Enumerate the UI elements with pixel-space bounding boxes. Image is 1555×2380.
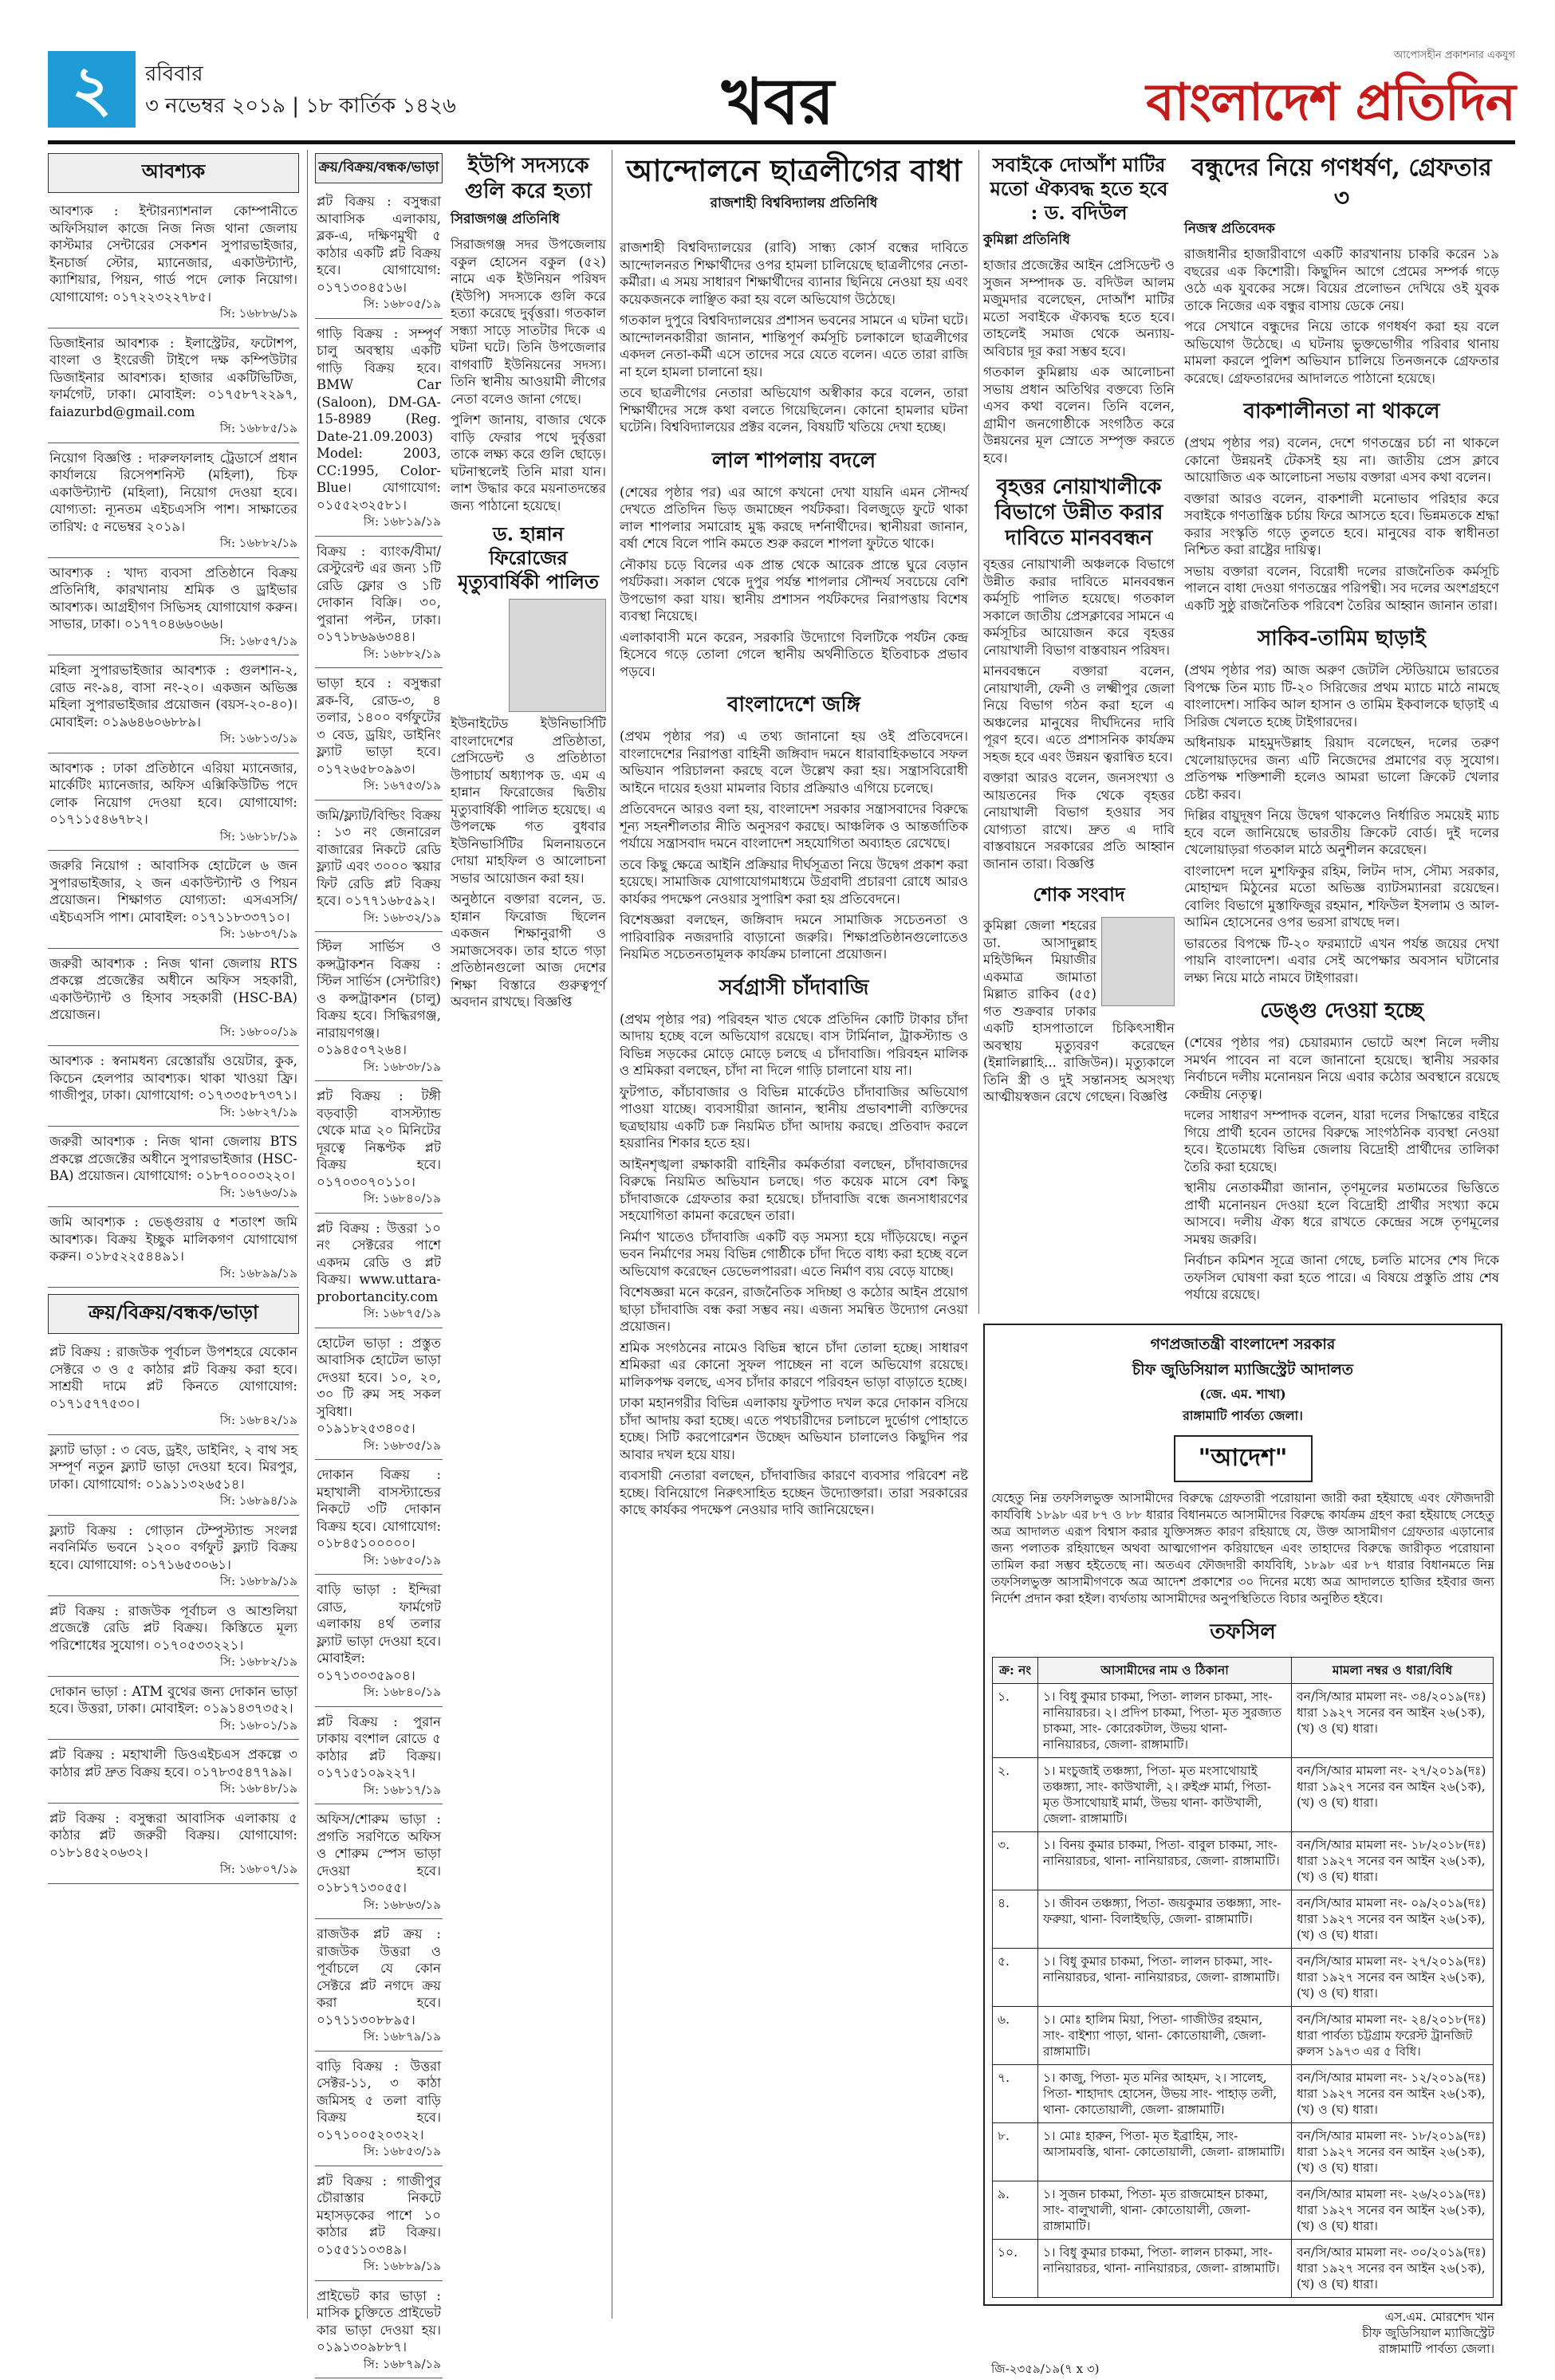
- article-paragraph: (প্রথম পৃষ্ঠার পর) পরিবহন খাত থেকে প্রতিদিন কোটি টাকার চাঁদা আদায় হচ্ছে বলে অভিযোগ রয়েছে। বাস টার্মিনাল, ট্রাকস্ট্যান্ড ও বিভিন্ন সড়কের মোড়ে মোড়ে চলছে এ চাঁদাবাজি। পরিবহন মালিক ও শ্রমিকরা বলছেন, চাঁদা না দিলে গাড়ি চালানো যায় না।: [620, 1011, 968, 1078]
- table-cell-case: বন/সি/আর মামলা নং- ২৬/২০১৯(দঃ) ধারা ১৯২৭ সনের বন আইন ২৬(১ক), (খ) ও (ঘ) ধারা।: [1292, 2181, 1494, 2240]
- article-paragraph: প্রতিবেদনে আরও বলা হয়, বাংলাদেশ সরকার সন্ত্রাসবাদের বিরুদ্ধে শূন্য সহনশীলতার নীতি অনুসরণ করছে। আঞ্চলিক ও আন্তর্জাতিক পর্যায়ে সন্ত্রাসবাদ দমনে বাংলাদেশ সহযোগিতা অব্যাহত রেখেছে।: [620, 801, 968, 851]
- newspaper-logo: বাংলাদেশ প্রতিদিন: [1146, 73, 1515, 132]
- classified-ad: [315, 1332, 443, 1461]
- ad-code: সি: ১৬৮৮৫/১৯: [219, 421, 297, 435]
- article-headline: বন্ধুদের নিয়ে গণধর্ষণ, গ্রেফতার ৩: [1191, 154, 1492, 212]
- signatory-name: এস.এম. মোরশেদ খান: [1384, 2310, 1494, 2324]
- ad-code: সি: ১৬৮৭৯/১৯: [363, 2029, 441, 2044]
- ad-code: সি: ১৬৮২৭/১৯: [219, 1104, 297, 1119]
- ad-code: সি: ১৬৮৩৫/১৯: [363, 1438, 441, 1453]
- ad-code: সি: ১৬৮৮২/১৯: [363, 646, 441, 661]
- ad-text: প্লট বিক্রয় : বসুন্ধরা আবাসিক এলাকায়, ব্লক-এ, দক্ষিণমুখী ৫ কাঠার একটি প্লট বিক্রয় হবে। যোগাযোগ: ০১৭১৩০৪৫১৬।: [317, 194, 441, 295]
- classified-ad: [315, 804, 443, 933]
- table-cell-case: বন/সি/আর মামলা নং- ২৭/২০১৯(দঃ) ধারা ১৯২৭ সনের বন আইন ২৬(১ক), (খ) ও (ঘ) ধারা।: [1292, 1949, 1494, 2007]
- article-paragraph: তবে ছাত্রলীগের নেতারা অভিযোগ অস্বীকার করে বলেন, তারা শিক্ষার্থীদের সঙ্গে কথা বলতে গিয়েছিলেন। কোনো হামলার ঘটনা ঘটেনি। বিশ্ববিদ্যালয়ের প্রক্টর বলেন, বিষয়টি খতিয়ে দেখা হচ্ছে।: [620, 385, 968, 435]
- table-cell-name: ১। সুজন চাকমা, পিতা- মৃত রাজমোহন চাকমা, সাং- বালুখালী, থানা- কোতোয়ালী, জেলা- রাঙ্গামাটি।: [1038, 2181, 1292, 2240]
- article-paragraph: বিশেষজ্ঞরা মনে করেন, রাজনৈতিক সদিচ্ছা ও কঠোর আইন প্রয়োগ ছাড়া চাঁদাবাজি বন্ধ করা সম্ভব নয়। এজন্য সমন্বিত উদ্যোগ নেওয়া প্রয়োজন।: [620, 1284, 968, 1334]
- article-paragraph: বক্তারা আরও বলেন, জনসংখ্যা ও আয়তনের দিক থেকে বৃহত্তর নোয়াখালী বিভাগ হওয়ার সব যোগ্যতা রাখে। দ্রুত এ দাবি বাস্তবায়নে সরকারের প্রতি আহ্বান জানান তারা। বিজ্ঞপ্তি: [983, 770, 1175, 871]
- ad-code: সি: ১৬৮০৭/১৯: [219, 1862, 297, 1876]
- classified-ad: [315, 1578, 443, 1707]
- classified-ad: [315, 2284, 443, 2379]
- article-paragraph: রাজশাহী বিশ্ববিদ্যালয়ের (রাবি) সান্ধ্য কোর্স বন্ধের দাবিতে আন্দোলনরত শিক্ষার্থীদের ওপর হামলা চালিয়েছে ছাত্রলীগের নেতা-কর্মীরা। এ সময় সাধারণ শিক্ষার্থীদের ব্যানার ছিনিয়ে নেওয়া হয় এবং কয়েকজনকে লাঞ্ছিত করা হয় বলে অভিযোগ উঠেছে।: [620, 240, 968, 307]
- table-row: [993, 2065, 1494, 2123]
- table-header: মামলা নম্বর ও ধারা/বিধি: [1292, 1658, 1494, 1684]
- ad-code: সি: ১৬৭৬৩/১৯: [219, 1185, 297, 1200]
- article-paragraph: নির্মাণ খাতেও চাঁদাবাজি একটি বড় সমস্যা হয়ে দাঁড়িয়েছে। নতুন ভবন নির্মাণের সময় বিভিন্ন গোষ্ঠীকে চাঁদা দিতে বাধ্য করা হচ্ছে বলে অভিযোগ করেছেন ডেভেলপাররা। এতে নির্মাণ ব্যয় বেড়ে যাচ্ছে।: [620, 1229, 968, 1279]
- table-cell-name: ১। মংচুজাই তঞ্চঙ্গ্যা, পিতা- মৃত মংসাথোয়াই তঞ্চঙ্গ্যা, সাং- কাউখালী, ২। রুইপ্রু মার্মা, পিতা- মৃত উসাথোয়াই মার্মা, উভয় থানা- কাউখালী, জেলা- রাঙ্গামাটি।: [1038, 1758, 1292, 1832]
- table-row: [993, 1949, 1494, 2007]
- ad-code: সি: ১৬৮৮৬/১৯: [219, 306, 297, 321]
- ad-text: জমি/ফ্ল্যাট/বিল্ডিং বিক্রয় : ১৩ নং জেনারেল বাজারের নিকটে রেডি ফ্ল্যাট এবং ৩০০০ স্কয়ার ফিট রেডি প্লট বিক্রয় হবে। ০১৭৭১৬৮৫৯২।: [317, 807, 441, 908]
- table-cell-no: ১.: [993, 1684, 1038, 1758]
- classified-ad: [315, 1808, 443, 1919]
- ad-text: জরুরি নিয়োগ : আবাসিক হোটেলে ৬ জন সুপারভাইজার, ২ জন একাউন্ট্যান্ট ও পিয়ন প্রয়োজন। শিক্ষাগত যোগ্যতা: এসএসসি/এইচএসসি পাশ। মোবাইল: ০১৭১১৮৩৩৭১০।: [49, 858, 297, 925]
- classified-ad: [48, 561, 299, 656]
- article-paragraph: ব্যবসায়ী নেতারা বলছেন, চাঁদাবাজির কারণে ব্যবসার পরিবেশ নষ্ট হচ্ছে। বিনিয়োগে নিরুৎসাহিত হচ্ছেন উদ্যোক্তারা। তারা সরকারের কাছে কার্যকর পদক্ষেপ নেওয়ার দাবি জানিয়েছেন।: [620, 1468, 968, 1517]
- ad-text: আবশ্যক : স্বনামধন্য রেস্তোরাঁয় ওয়েটার, কুক, কিচেন হেলপার আবশ্যক। থাকা খাওয়া ফ্রি। গাজীপুর, ঢাকা। যোগাযোগ: ০১৭৩৩৫৮৭৩৭১।: [49, 1053, 297, 1103]
- classified-ad: [315, 540, 443, 669]
- notice-code: জি-২৩৫৯/১৯(৭ x ৩): [991, 2362, 1100, 2376]
- table-row: [993, 2240, 1494, 2298]
- classified-ad: [48, 199, 299, 328]
- table-row: [993, 2007, 1494, 2065]
- ad-text: আবশ্যক : ঢাকা প্রতিষ্ঠানে এরিয়া ম্যানেজার, মার্কেটিং ম্যানেজার, অফিস এক্সিকিউটিভ পদে লোক নিয়োগ দেওয়া হবে। যোগাযোগ: ০১৭১১৫৪৬৭৮২।: [49, 760, 297, 827]
- article-column-right: [1184, 153, 1499, 1317]
- ad-text: অফিস/শোরুম ভাড়া : প্রগতি সরণিতে অফিস ও শোরুম স্পেস ভাড়া দেওয়া হবে। ০১৮১৭১৩০৫৫।: [317, 1812, 441, 1895]
- table-row: [993, 1832, 1494, 1890]
- subheading: সর্বগ্রাসী চাঁদাবাজি: [718, 975, 869, 1000]
- ad-text: বাড়ি বিক্রয় : উত্তরা সেক্টর-১১, ৩ কাঠা জমিসহ ৫ তলা বাড়ি বিক্রয় হবে। ০১৭১০০৫২০৩২২।: [317, 2058, 441, 2142]
- table-cell-case: বন/সি/আর মামলা নং- ৩০/২০১৯(দঃ) ধারা ১৯২৭ সনের বন আইন ২৬(১ক), (খ) ও (ঘ) ধারা।: [1292, 2240, 1494, 2298]
- order-body: যেহেতু নিম্ন তফসিলভুক্ত আসামীদের বিরুদ্ধে গ্রেফতারী পরোয়ানা জারী করা হইয়াছে এবং ফৌজদারী কার্যবিধি ১৮৯৮ এর ৮৭ ও ৮৮ ধারার বিধানমতে আসামীদের বিরুদ্ধে কার্যক্রম গ্রহণ করা হইয়াছে সেহেতু অত্র আদালত এরূপ বিশ্বাস করার যুক্তিসঙ্গত কারণ রহিয়াছে যে, উক্ত আসামীগণ গ্রেফতার এড়ানোর জন্য পলাতক রহিয়াছেন অথবা আত্মগোপন করিয়াছেন এবং তাহাদের বিরুদ্ধে জারীকৃত পরোয়ানা তামিল করা সম্ভব হইতেছে না। অতএব ফৌজদারী কার্যবিধি, ১৮৯৮ এর ৮৭ ধারার বিধানমতে নিম্ন তফসিলভুক্ত আসামীগণকে অত্র আদেশ প্রকাশের ৩০ দিনের মধ্যে অত্র আদালতে হাজির হইবার জন্য নির্দেশ প্রদান করা হইল। ব্যর্থতায় আসামীদের অনুপস্থিতিতে বিচার অনুষ্ঠিত হইবে।: [991, 1491, 1494, 1606]
- section-title: খবর: [722, 64, 835, 139]
- table-cell-name: ১। বিনয় কুমার চাকমা, পিতা- বাবুল চাকমা, সাং- নানিয়ারচর, থানা- নানিয়ারচর, জেলা- রাঙ্গামাটি।: [1038, 1832, 1292, 1890]
- ad-text: প্লট বিক্রয় : পুরান ঢাকায় বংশাল রোডে ৫ কাঠার প্লট বিক্রয়। ০১৭১৫১০৯২২৭।: [317, 1713, 441, 1780]
- order-title: "আদেশ": [1174, 1435, 1313, 1482]
- article-paragraph: (শেষের পৃষ্ঠার পর) এর আগে কখনো দেখা যায়নি এমন সৌন্দর্য দেখতে প্রতিদিন ভিড় জমাচ্ছেন পর্যটকরা। বিলজুড়ে ফুটে থাকা লাল শাপলার সমারোহ মুগ্ধ করছে দর্শনার্থীদের। স্থানীয়রা জানান, বর্ষা শেষে বিলে পানি কমতে শুরু করলে শাপলা ফুটতে থাকে।: [620, 484, 968, 551]
- article-paragraph: অনুষ্ঠানে বক্তারা বলেন, ড. হান্নান ফিরোজ ছিলেন একজন শিক্ষানুরাগী ও সমাজসেবক। তার হাতে গড়া প্রতিষ্ঠানগুলো আজ দেশের শিক্ষা বিস্তারে গুরুত্বপূর্ণ অবদান রাখছে। বিজ্ঞপ্তি: [451, 891, 606, 1009]
- signatory-title: চীফ জুডিসিয়াল ম্যাজিস্ট্রেট: [1362, 2326, 1494, 2340]
- ad-code: সি: ১৬৮৪৮/১৯: [219, 1781, 297, 1796]
- ad-code: সি: ১৬৭৫৩/১৯: [363, 778, 441, 793]
- classified-ad: [48, 854, 299, 949]
- notice-line: (জে. এম. শাখা): [1199, 1387, 1286, 1402]
- article-paragraph: বাংলাদেশ দলে মুশফিকুর রহিম, লিটন দাস, সৌম্য সরকার, মোহাম্মদ মিঠুনের মতো অভিজ্ঞ ব্যাটসম্যানরা রয়েছেন। বোলিং বিভাগে মুস্তাফিজুর রহমান, শফিউল ইসলাম ও আল-আমিন হোসেনের ওপর ভরসা রাখছে দল।: [1184, 863, 1499, 930]
- article-paragraph: সভায় বক্তারা বলেন, বিরোধী দলের রাজনৈতিক কর্মসূচি পালনে বাধা দেওয়া গণতন্ত্রের পরিপন্থী। সব দলের অংশগ্রহণে একটি সুষ্ঠু রাজনৈতিক পরিবেশ তৈরির আহ্বান জানান তারা।: [1184, 563, 1499, 613]
- article-byline: নিজস্ব প্রতিবেদক: [1184, 221, 1275, 237]
- ad-text: প্লট বিক্রয় : মহাখালী ডিওএইচএস প্রকল্পে ৩ কাঠার প্লট দ্রুত বিক্রয় হবে। ০১৭৮৩৫৪৭৭৯৯।: [49, 1747, 297, 1780]
- column-divider: [978, 150, 979, 1314]
- ad-code: সি: ১৬৮১৮/১৯: [219, 828, 297, 844]
- table-row: [993, 1684, 1494, 1758]
- article-paragraph: গতকাল দুপুরে বিশ্ববিদ্যালয়ের প্রশাসন ভবনের সামনে এ ঘটনা ঘটে। আন্দোলনকারীরা জানান, শান্তিপূর্ণ কর্মসূচি চলাকালে ছাত্রলীগের একদল নেতা-কর্মী এসে তাদের সরে যেতে বলেন। এতে তারা রাজি না হলে হামলা চালানো হয়।: [620, 313, 968, 380]
- subheading: বাংলাদেশে জঙ্গি: [726, 693, 861, 717]
- notice-line: গণপ্রজাতন্ত্রী বাংলাদেশ সরকার: [1150, 1336, 1336, 1353]
- notice-line: চীফ জুডিসিয়াল ম্যাজিস্ট্রেট আদালত: [1132, 1361, 1354, 1379]
- table-cell-no: ১০.: [993, 2240, 1038, 2298]
- classified-ad: [315, 671, 443, 801]
- article-paragraph: (প্রথম পৃষ্ঠার পর) এ তথ্য জানানো হয় ওই প্রতিবেদনে। বাংলাদেশের নিরাপত্তা বাহিনী জঙ্গিবাদ দমনে ধারাবাহিকভাবে সফল অভিযান পরিচালনা করছে বলে উল্লেখ করা হয়। সন্ত্রাসবিরোধী আইনে দায়ের হওয়া মামলার বিচার প্রক্রিয়াও এগিয়ে চলেছে।: [620, 729, 968, 796]
- classified-category: আবশ্যক: [48, 153, 299, 193]
- ad-text: বিক্রয় : ব্যাংক/বীমা/রেস্টুরেন্ট এর জন্য ১টি রেডি ফ্লোর ও ১টি দোকান বিক্রি। ৩০, পুরানা পল্টন, ঢাকা। ০১৭১৮৬৯৬৩৪৪।: [317, 543, 441, 644]
- table-row: [993, 2123, 1494, 2181]
- ad-code: সি: ১৬৮৫৩/১৯: [363, 2144, 441, 2158]
- portrait-photo: [509, 599, 606, 712]
- ad-text: প্লট বিক্রয় : বসুন্ধরা আবাসিক এলাকায় ৫ কাঠার প্লট জরুরী বিক্রয়। যোগাযোগ: ০১৮১৪৫২০৬৩২।: [49, 1810, 297, 1860]
- table-cell-name: ১। জীবন তঞ্চঙ্গ্যা, পিতা- জয়কুমার তঞ্চঙ্গ্যা, সাং- ফরুয়া, থানা- বিলাইছড়ি, জেলা- রাঙ্গামাটি।: [1038, 1890, 1292, 1949]
- table-cell-case: বন/সি/আর মামলা নং- ৩৪/২০১৯(দঃ) ধারা ১৯২৭ সনের বন আইন ২৬(১ক), (খ) ও (ঘ) ধারা।: [1292, 1684, 1494, 1758]
- article-byline: সিরাজগঞ্জ প্রতিনিধি: [451, 211, 560, 227]
- ad-code: সি: ১৬৮৭৫/১৯: [363, 1306, 441, 1320]
- signatory-place: রাঙ্গামাটি পার্বত্য জেলা।: [1378, 2342, 1494, 2356]
- article-paragraph: ভারতের বিপক্ষে টি-২০ ফরম্যাটে এখন পর্যন্ত জয়ের দেখা পায়নি বাংলাদেশ। এবার সেই অপেক্ষার অবসান ঘটানোর লক্ষ্য নিয়ে মাঠে নামবে টাইগাররা।: [1184, 935, 1499, 985]
- article-paragraph: (প্রথম পৃষ্ঠার পর) আজ অরুণ জেটলি স্টেডিয়ামে ভারতের বিপক্ষে তিন ম্যাচ টি-২০ সিরিজের প্রথম ম্যাচে মাঠে নামছে বাংলাদেশ। সাকিব আল হাসান ও তামিম ইকবালকে ছাড়াই এ সিরিজ খেলতে হচ্ছে টাইগারদের।: [1184, 663, 1499, 730]
- ad-code: সি: ১৬৮৫৭/১৯: [219, 633, 297, 648]
- table-cell-case: বন/সি/আর মামলা নং- ১৮/২০১৮(দঃ) ধারা ১৯২৭ সনের বন আইন ২৬(১ক), (খ) ও (ঘ) ধারা।: [1292, 1832, 1494, 1890]
- classified-ad: [48, 1807, 299, 1884]
- table-cell-no: ৭.: [993, 2065, 1038, 2123]
- article-paragraph: পুলিশ জানায়, বাজার থেকে বাড়ি ফেরার পথে দুর্বৃত্তরা তাকে লক্ষ্য করে গুলি ছোড়ে। ঘটনাস্থলেই তিনি মারা যান। লাশ উদ্ধার করে ময়নাতদন্তের জন্য পাঠানো হয়েছে।: [451, 412, 606, 513]
- ad-code: সি: ১৬৮৮৯/১৯: [219, 1574, 297, 1588]
- header-rule: [48, 140, 1515, 144]
- classifieds-column-2: [315, 153, 443, 2371]
- article-paragraph: ইউনাইটেড ইউনিভার্সিটি বাংলাদেশের প্রতিষ্ঠাতা, প্রেসিডেন্ট ও প্রতিষ্ঠাতা উপাচার্য অধ্যাপক ড. এম এ হান্নান ফিরোজের দ্বিতীয় মৃত্যুবার্ষিকী পালিত হয়েছে। এ উপলক্ষে গত বুধবার ইউনিভার্সিটির মিলনায়তনে দোয়া মাহফিল ও আলোচনা সভার আয়োজন করা হয়।: [451, 716, 606, 886]
- subheading: সাকিব-তামিম ছাড়াই: [1258, 627, 1426, 651]
- classified-ad: [315, 2170, 443, 2281]
- article-headline: শোক সংবাদ: [1033, 883, 1125, 906]
- subheading: লাল শাপলায় বদলে: [711, 448, 876, 473]
- article-paragraph: রাজধানীর হাজারীবাগে একটি কারখানায় চাকরি করেন ১৯ বছরের এক কিশোরী। কিছুদিন আগে প্রেমের সম্পর্ক গড়ে ওঠে এক যুবকের সঙ্গে। বিয়ের প্রলোভন দেখিয়ে ওই যুবক তাকে নিজের এক বন্ধুর বাসায় ডেকে নেয়।: [1184, 246, 1499, 313]
- ad-text: ভাড়া হবে : বসুন্ধরা ব্লক-বি, রোড-৩, ৪ তলার, ১৪০০ বর্গফুটের ৩ বেড, ড্রয়িং, ডাইনিং ফ্ল্যাট ভাড়া হবে। ০১৭২৬৫৮০৯৯৩।: [317, 675, 441, 777]
- ad-text: আবশ্যক : খাদ্য ব্যবসা প্রতিষ্ঠানে বিক্রয় প্রতিনিধি, কারখানায় শ্রমিক ও ড্রাইভার আবশ্যক। আগ্রহীগণ সিভিসহ যোগাযোগ করুন। সাভার, ঢাকা। ০১৭৭০৪৬৬০৬৬।: [49, 565, 297, 631]
- classified-category: ক্রয়/বিক্রয়/বন্ধক/ভাড়া: [48, 1294, 299, 1334]
- article-column-unity: [983, 153, 1175, 1317]
- ad-code: সি: ১৬৮৩২/১৯: [363, 910, 441, 925]
- article-paragraph: হাজার প্রজেক্টের আইন প্রেসিডেন্ট ও সুজন সম্পাদক ড. বদিউল আলম মজুমদার বলেছেন, দোআঁশ মাটির মতো সবাইকে ঐক্যবদ্ধ হতে হবে। তাহলেই সমাজ থেকে অন্যায়-অবিচার দূর করা সম্ভব হবে।: [983, 258, 1175, 359]
- article-paragraph: গতকাল কুমিল্লায় এক আলোচনা সভায় প্রধান অতিথির বক্তব্যে তিনি এসব কথা বলেন। তিনি বলেন, গ্রামীণ জনগোষ্ঠীকে সংগঠিত করে উন্নয়নের মূল স্রোতে সম্পৃক্ত করতে হবে।: [983, 364, 1175, 466]
- ad-text: আবশ্যক : ইন্টারন্যাশনাল কোম্পানীতে অফিসিয়াল কাজে নিজ নিজ থানা জেলায় কাস্টমার সেন্টারের সেকশন সুপারভাইজার, ইনচার্জ স্টোর, ম্যানেজার, একাউন্ট্যান্ট, ক্যাশিয়ার, পিয়ন, গার্ড পদে লোক নিয়োগ। যোগাযোগ: ০১৭২২৩২২৭৮৫।: [49, 203, 297, 305]
- article-paragraph: ঢাকা মহানগরীর বিভিন্ন এলাকায় ফুটপাত দখল করে দোকান বসিয়ে চাঁদা আদায় করা হচ্ছে। এতে পথচারীদের চলাচলে দুর্ভোগ পোহাতে হচ্ছে। সিটি করপোরেশন উচ্ছেদ অভিযান চালালেও কিছুদিন পর আবার দখল হয়ে যায়।: [620, 1395, 968, 1462]
- classified-ad: [315, 2055, 443, 2166]
- table-cell-no: ৫.: [993, 1949, 1038, 2007]
- article-paragraph: নির্বাচন কমিশন সূত্রে জানা গেছে, চলতি মাসের শেষ দিকে তফসিল ঘোষণা করা হতে পারে। এ বিষয়ে প্রস্তুতি প্রায় শেষ পর্যায়ে রয়েছে।: [1184, 1253, 1499, 1302]
- table-cell-name: ১। বিধু কুমার চাকমা, পিতা- লালন চাকমা, সাং- নানিয়ারচর। ২। প্রদিপ চাকমা, পিতা- মৃত সুরজ্যত চাকমা, সাং- কোরেকটাল, উভয় থানা- নানিয়ারচর, জেলা- রাঙ্গামাটি।: [1038, 1684, 1292, 1758]
- article-paragraph: এলাকাবাসী মনে করেন, সরকারি উদ্যোগে বিলটিকে পর্যটন কেন্দ্র হিসেবে গড়ে তোলা গেলে স্থানীয় অর্থনীতিতে ইতিবাচক প্রভাব পড়বে।: [620, 629, 968, 679]
- classified-ad: [315, 1084, 443, 1214]
- article-paragraph: কুমিল্লা জেলা শহরের ডা. আসাদুল্লাহ মহিউদ্দিন মিয়াজীর একমাত্র জামাতা মিল্লাত রাকিব (৫৫) গত শুক্রবার ঢাকার একটি হাসপাতালে চিকিৎসাধীন অবস্থায় মৃত্যুবরণ করেছেন (ইন্নালিল্লাহি... রাজিউন)। মৃত্যুকালে তিনি স্ত্রী ও দুই সন্তানসহ অসংখ্য আত্মীয়স্বজন রেখে গেছেন। বিজ্ঞপ্তি: [983, 918, 1175, 1104]
- ad-code: সি: ১৬৮৭৯/১৯: [363, 2356, 441, 2371]
- classified-ad: [48, 1210, 299, 1288]
- ad-code: সি: ১৬৮৪০/১৯: [363, 1685, 441, 1699]
- ad-text: প্লট বিক্রয় : রাজউক পূর্বাচল ও আশুলিয়া প্রজেক্টে রেডি প্লট বিক্রয়। কিস্তিতে মূল্য পরিশোধের সুযোগ। ০১৭০৫৩৩২২১।: [49, 1603, 297, 1653]
- article-paragraph: দিল্লির বায়ুদূষণ নিয়ে উদ্বেগ থাকলেও নির্ধারিত সময়েই ম্যাচ হবে বলে জানিয়েছে ভারতীয় ক্রিকেট বোর্ড। দুই দলের খেলোয়াড়রা গতকাল মাঠে অনুশীলন করেছেন।: [1184, 808, 1499, 857]
- classified-ad: [48, 1049, 299, 1127]
- ad-text: দোকান ভাড়া : ATM বুথের জন্য দোকান ভাড়া হবে। উত্তরা, ঢাকা। মোবাইল: ০১৯১৪৩৭৩৫২।: [49, 1683, 297, 1716]
- article-paragraph: আইনশৃঙ্খলা রক্ষাকারী বাহিনীর কর্মকর্তারা বলছেন, চাঁদাবাজদের বিরুদ্ধে নিয়মিত অভিযান চলছে। গত কয়েক মাসে বেশ কিছু চাঁদাবাজকে গ্রেফতার করা হয়েছে। চাঁদাবাজি বন্ধে জনসাধারণের সহযোগিতা কামনা করেছেন তারা।: [620, 1156, 968, 1223]
- article-headline: ড. হান্নান ফিরোজের মৃত্যুবার্ষিকী পালিত: [458, 522, 599, 593]
- ad-text: ফ্ল্যাট বিক্রয় : গোড়ান টেম্পুস্ট্যান্ড সংলগ্ন নবনির্মিত ভবনে ১২০০ বর্গফুট ফ্ল্যাট বিক্রয় হবে। যোগাযোগ: ০১৭১৬৫৩০৬১।: [49, 1522, 297, 1572]
- ad-text: গাড়ি বিক্রয় : সম্পূর্ণ চালু অবস্থায় একটি গাড়ি বিক্রয় হবে। BMW Car (Saloon), DM-GA-15-8989 (Reg. Date-21.09.2003) Model: 2003, CC:1995, Color-Blue। যোগাযোগ: ০১৫৫২৩২৫৮১।: [317, 325, 441, 513]
- classified-ad: [48, 1743, 299, 1804]
- article-paragraph: (শেষের পৃষ্ঠার পর) চেয়ারম্যান ভোটে অংশ নিলে দলীয় সমর্থন পাবেন না বলে জানানো হয়েছে। স্থানীয় সরকার নির্বাচনে দলীয় মনোনয়ন নিয়ে এবার কঠোর অবস্থানে রয়েছে কেন্দ্রীয় নেতৃত্ব।: [1184, 1035, 1499, 1102]
- table-row: [993, 1758, 1494, 1832]
- ad-text: প্লট বিক্রয় : উত্তরা ১০ নং সেক্টরের পাশে একদম রেডি ও প্লট বিক্রয়। www.uttara-probortancity.com: [317, 1220, 441, 1304]
- classified-ad: [48, 1340, 299, 1435]
- ad-text: স্টিল সার্ভিস ও কন্সট্রাকশন বিক্রয় : স্টিল সার্ভিস (সেন্টারিং) ও কন্সট্রাকশন (চালু) বিক্রয় হবে। সিদ্ধিরগঞ্জ, নারায়ণগঞ্জ। ০১৯৪৫০৭২৬৪।: [317, 939, 441, 1057]
- article-headline: ইউপি সদস্যকে গুলি করে হত্যা: [464, 154, 592, 203]
- classified-ad: [48, 1519, 299, 1596]
- classified-ad: [48, 1599, 299, 1677]
- notice-line: রাঙ্গামাটি পার্বত্য জেলা।: [1183, 1408, 1303, 1423]
- ad-code: সি: ১৬৮৩৮/১৯: [363, 1059, 441, 1074]
- article-paragraph: শ্রমিক সংগঠনের নামেও বিভিন্ন স্থানে চাঁদা তোলা হচ্ছে। সাধারণ শ্রমিকরা এর কোনো সুফল পাচ্ছেন না বলে অভিযোগ রয়েছে। মালিকপক্ষ বলছে, এসব চাঁদার কারণে পরিবহন ভাড়া বাড়াতে হচ্ছে।: [620, 1339, 968, 1390]
- ad-text: প্লট বিক্রয় : গাজীপুর চৌরাস্তার নিকটে মহাসড়কের পাশে ১০ কাঠার প্লট বিক্রয়। ০১৫৫১১০৩৪৯।: [317, 2173, 441, 2257]
- ad-text: নিয়োগ বিজ্ঞপ্তি : দারুলফালাহ ট্রেডার্সে প্রধান কার্যালয়ে রিসেপশনিস্ট (মহিলা), চিফ একাউন্ট্যান্ট (মহিলা), নিয়োগ দেওয়া হবে। যোগ্যতা: ন্যূনতম এইচএসসি পাশ। সাক্ষাতের তারিখ: ৫ নভেম্বর ২০১৯।: [49, 450, 297, 534]
- ad-text: হোটেল ভাড়া : প্রস্তুত আবাসিক হোটেল ভাড়া দেওয়া হবে। ১০, ২০, ৩০ টি রুম সহ সকল সুবিধা। ০১৯১৮২৫৩৪০৫।: [317, 1335, 441, 1436]
- article-paragraph: পরে সেখানে বন্ধুদের নিয়ে তাকে গণধর্ষণ করা হয় বলে অভিযোগ উঠেছে। এ ঘটনায় ভুক্তভোগীর পরিবার থানায় মামলা করলে পুলিশ অভিযান চালিয়ে তিনজনকে গ্রেফতার করেছে। গ্রেফতারদের আদালতে পাঠানো হয়েছে।: [1184, 319, 1499, 386]
- article-paragraph: বৃহত্তর নোয়াখালী অঞ্চলকে বিভাগে উন্নীত করার দাবিতে মানববন্ধন কর্মসূচি পালিত হয়েছে। গতকাল সকালে জাতীয় প্রেসক্লাবের সামনে এ কর্মসূচির আয়োজন করে বৃহত্তর নোয়াখালী বিভাগ বাস্তবায়ন পরিষদ।: [983, 557, 1175, 658]
- protest-headline-block: [620, 153, 968, 241]
- table-cell-case: বন/সি/আর মামলা নং- ২৭/২০১৯(দঃ) ধারা ১৯২৭ সনের বন আইন ২৬(১ক), (খ) ও (ঘ) ধারা।: [1292, 1758, 1494, 1832]
- article-paragraph: দলের সাধারণ সম্পাদক বলেন, যারা দলের সিদ্ধান্তের বাইরে গিয়ে প্রার্থী হবেন তাদের বিরুদ্ধে সাংগঠনিক ব্যবস্থা নেওয়া হবে। ইতোমধ্যে বিভিন্ন জেলায় বিদ্রোহী প্রার্থীদের তালিকা তৈরি করা হয়েছে।: [1184, 1107, 1499, 1174]
- obituary-photo: [1101, 917, 1175, 1006]
- article-paragraph: বিশেষজ্ঞরা বলছেন, জঙ্গিবাদ দমনে সামাজিক সচেতনতা ও পারিবারিক নজরদারি বাড়ানো জরুরি। শিক্ষাপ্রতিষ্ঠানগুলোতেও নিয়মিত সচেতনতামূলক কার্যক্রম চালানো প্রয়োজন।: [620, 912, 968, 962]
- table-cell-name: ১। কাজু, পিতা- মৃত মনির আহমদ, ২। সালেহ, পিতা- শাহাদাৎ হোসেন, উভয় সাং- পাহাড় তলী, থানা- কোতোয়ালী, জেলা- রাঙ্গামাটি।: [1038, 2065, 1292, 2123]
- table-cell-no: ৯.: [993, 2181, 1038, 2240]
- ad-text: ফ্ল্যাট ভাড়া : ৩ বেড, ড্রইং, ডাইনিং, ২ বাথ সহ সম্পূর্ণ নতুন ফ্ল্যাট ভাড়া দেওয়া হবে। মিরপুর, ঢাকা। যোগাযোগ: ০১৯১১৩২৬৫১৪।: [49, 1442, 297, 1492]
- article-paragraph: (প্রথম পৃষ্ঠার পর) বলেন, দেশে গণতন্ত্রের চর্চা না থাকলে কোনো উন্নয়নই টেকসই হয় না। জাতীয় প্রেস ক্লাবে আয়োজিত এক আলোচনা সভায় বক্তারা এসব কথা বলেন।: [1184, 435, 1499, 485]
- article-paragraph: স্থানীয় নেতাকর্মীরা জানান, তৃণমূলের মতামতের ভিত্তিতে প্রার্থী মনোনয়ন দেওয়া হলে বিদ্রোহী প্রার্থীর সংখ্যা কমে আসবে। দলীয় ঐক্য ধরে রাখতে কেন্দ্রের সঙ্গে তৃণমূলের সমন্বয় জরুরি।: [1184, 1180, 1499, 1247]
- table-header: আসামীদের নাম ও ঠিকানা: [1038, 1658, 1292, 1684]
- ad-code: সি: ১৬৮০০/১৯: [219, 1024, 297, 1039]
- ad-code: সি: ১৬৮১৭/১৯: [363, 1782, 441, 1797]
- table-cell-case: বন/সি/আর মামলা নং- ১৮/২০১৯(দঃ) ধারা ১৯২৭ সনের বন আইন ২৬(১ক), (খ) ও (ঘ) ধারা।: [1292, 2123, 1494, 2181]
- classified-ad: [48, 446, 299, 558]
- article-paragraph: তবে কিছু ক্ষেত্রে আইনি প্রক্রিয়ার দীর্ঘসূত্রতা নিয়ে উদ্বেগ প্রকাশ করা হয়েছে। সামাজিক যোগাযোগমাধ্যমে উগ্রবাদী প্রচারণা রোধে আরও কার্যকর পদক্ষেপ নেওয়ার সুপারিশ করা হয় প্রতিবেদনে।: [620, 856, 968, 907]
- article-paragraph: মানববন্ধনে বক্তারা বলেন, নোয়াখালী, ফেনী ও লক্ষ্মীপুর জেলা নিয়ে বিভাগ গঠন করা হলে এ অঞ্চলের মানুষের দীর্ঘদিনের দাবি পূরণ হবে। এতে প্রশাসনিক কার্যক্রম সহজ হবে এবং উন্নয়ন ত্বরান্বিত হবে।: [983, 663, 1175, 765]
- article-paragraph: নৌকায় চড়ে বিলের এক প্রান্ত থেকে আরেক প্রান্তে ঘুরে বেড়ান পর্যটকরা। সকাল থেকে দুপুর পর্যন্ত শাপলার সৌন্দর্য সবচেয়ে বেশি উপভোগ করা যায়। স্থানীয় প্রশাসন পর্যটকদের নিরাপত্তায় বিশেষ ব্যবস্থা নিয়েছে।: [620, 557, 968, 624]
- ad-text: মহিলা সুপারভাইজার আবশ্যক : গুলশান-২, রোড নং-৯৪, বাসা নং-২০। একজন অভিজ্ঞ মহিলা সুপারভাইজার প্রয়োজন (বয়স-২০-৪০)। মোবাইল: ০১৯৬৪৬০৬৮৮৯।: [49, 663, 297, 730]
- article-column-up: [451, 153, 606, 1182]
- ad-text: প্লট বিক্রয় : টঙ্গী বড়বাড়ী বাসস্ট্যান্ড থেকে মাত্র ২০ মিনিটের দূরত্বে নিষ্কণ্টক প্লট বিক্রয় হবে। ০১৭০৩০৭০১১০।: [317, 1088, 441, 1190]
- subheading: বাকশালীনতা না থাকলে: [1243, 399, 1440, 423]
- ad-code: সি: ১৬৮৮৯/১৯: [363, 2259, 441, 2273]
- table-cell-no: ৪.: [993, 1890, 1038, 1949]
- table-cell-name: ১। মোঃ হারুন, পিতা- মৃত ইব্রাহিম, সাং- আসামবস্তি, থানা- কোতোয়ালী, জেলা- রাঙ্গামাটি।: [1038, 2123, 1292, 2181]
- classified-ad: [48, 1438, 299, 1516]
- ad-text: দোকান বিক্রয় : মহাখালী বাসস্ট্যান্ডের নিকটে ৩টি দোকান বিক্রয় হবে। যোগাযোগ: ০১৮৪৫১০০০০০।: [317, 1467, 441, 1551]
- classified-ad: [315, 935, 443, 1081]
- article-paragraph: সিরাজগঞ্জ সদর উপজেলায় বকুল হোসেন বকুল (৫২) নামে এক ইউনিয়ন পরিষদ (ইউপি) সদস্যকে গুলি করে হত্যা করেছে দুর্বৃত্তরা। গতকাল সন্ধ্যা সাড়ে সাতটার দিকে এ ঘটনা ঘটে। তিনি উপজেলার বাগবাটি ইউনিয়নের সদস্য। তিনি স্থানীয় আওয়ামী লীগের নেতা বলেও জানা গেছে।: [451, 237, 606, 407]
- table-cell-no: ২.: [993, 1758, 1038, 1832]
- classified-ad: [315, 1217, 443, 1328]
- classified-ad: [48, 952, 299, 1047]
- ad-code: সি: ১৬৮৮২/১৯: [219, 536, 297, 550]
- classified-ad: [48, 1680, 299, 1741]
- article-byline: রাজশাহী বিশ্ববিদ্যালয় প্রতিনিধি: [710, 195, 878, 211]
- ad-code: সি: ১৬৮৯৪/১৯: [219, 1493, 297, 1508]
- classified-ad: [48, 757, 299, 852]
- table-cell-case: বন/সি/আর মামলা নং- ১২/২০১৯(দঃ) ধারা ১৯২৭ সনের বন আইন ২৬(১ক), (খ) ও (ঘ) ধারা।: [1292, 2065, 1494, 2123]
- table-cell-case: বন/সি/আর মামলা নং- ২৪/২০১৮(দঃ) ধারা পার্বত্য চট্টগ্রাম ফরেস্ট ট্রানজিট রুলস ১৯৭৩ এর ৫ বিধি।: [1292, 2007, 1494, 2065]
- ad-text: বাড়ি ভাড়া : ইন্দিরা রোড, ফার্মগেট এলাকায় ৪র্থ তলার ফ্ল্যাট ভাড়া দেওয়া হবে। মোবাইল: ০১৭১৩০৩৫৯০৪।: [317, 1582, 441, 1683]
- article-paragraph: বক্তারা আরও বলেন, বাকশালী মনোভাব পরিহার করে সবাইকে গণতান্ত্রিক চর্চায় ফিরে আসতে হবে। ভিন্নমতকে শ্রদ্ধা করার সংস্কৃতি গড়ে তুলতে হবে। মানুষের বাক স্বাধীনতা নিশ্চিত করা রাষ্ট্রের দায়িত্ব।: [1184, 490, 1499, 557]
- ad-text: প্রাইভেট কার ভাড়া : মাসিক চুক্তিতে প্রাইভেট কার ভাড়া দেওয়া হয়। ০১৯১৩০৯৮৮৭।: [317, 2288, 441, 2354]
- table-cell-name: ১। বিধু কুমার চাকমা, পিতা- লালন চাকমা, সাং- নানিয়ারচর, থানা- নানিয়ারচর, জেলা- রাঙ্গামাটি।: [1038, 2240, 1292, 2298]
- table-row: [993, 1890, 1494, 1949]
- court-notice: [983, 1324, 1502, 2376]
- logo-tagline: আপোসহীন প্রকাশনার একযুগ: [1393, 49, 1515, 61]
- ad-code: সি: ১৬৮০১/১৯: [219, 1717, 297, 1733]
- classified-category: ক্রয়/বিক্রয়/বন্ধক/ভাড়া: [315, 153, 443, 183]
- date-day: রবিবার: [145, 62, 203, 86]
- classified-ad: [48, 332, 299, 443]
- table-cell-name: ১। মোঃ হালিম মিয়া, পিতা- গাজীউর রহমান, সাং- বাইশ্যা পাড়া, থানা- কোতোয়ালী, জেলা- রাঙ্গামাটি।: [1038, 2007, 1292, 2065]
- ad-code: সি: ১৬৮৯৯/১৯: [219, 1265, 297, 1280]
- classified-ad: [48, 659, 299, 753]
- table-cell-no: ৮.: [993, 2123, 1038, 2181]
- ad-code: সি: ১৬৮৪২/১৯: [219, 1413, 297, 1427]
- table-header: ক্র: নং: [993, 1658, 1038, 1684]
- ad-code: সি: ১৬৮০৫/১৯: [363, 297, 441, 311]
- classified-ad: [48, 1130, 299, 1207]
- classified-ad: [315, 1922, 443, 2052]
- ad-code: সি: ১৬৮১৩/১৯: [219, 731, 297, 745]
- ad-code: সি: ১৬৮৪০/১৯: [363, 1191, 441, 1206]
- date-full: ৩ নভেম্বর ২০১৯ | ১৮ কার্তিক ১৪২৬: [145, 94, 456, 118]
- article-paragraph: অধিনায়ক মাহমুদউল্লাহ রিয়াদ বলেছেন, দলের তরুণ খেলোয়াড়দের জন্য এটি নিজেদের প্রমাণের বড় সুযোগ। প্রতিপক্ষ শক্তিশালী হলেও আমরা ভালো ক্রিকেট খেলার চেষ্টা করব।: [1184, 735, 1499, 802]
- table-cell-no: ৬.: [993, 2007, 1038, 2065]
- protest-article: [620, 239, 968, 2304]
- ad-code: সি: ১৬৮১৯/১৯: [363, 514, 441, 529]
- article-headline: আন্দোলনে ছাত্রলীগের বাধা: [626, 152, 962, 188]
- ad-text: জরুরী আবশ্যক : নিজ থানা জেলায় BTS প্রকল্পে প্রজেক্টের অধীনে সুপারভাইজার (HSC-BA) প্রয়োজন। যোগাযোগ: ০১৮৭০০০৩২২০।: [49, 1134, 297, 1183]
- ad-code: সি: ১৬৮৫০/১৯: [363, 1552, 441, 1568]
- table-cell-no: ৩.: [993, 1832, 1038, 1890]
- ad-text: ডিজাইনার আবশ্যক : ইলাস্ট্রেটর, ফটোশপ, বাংলা ও ইংরেজী টাইপে দক্ষ কম্পিউটার ডিজাইনার আবশ্যক। হাজার একটিভিটিজ, ফার্মগেট, ঢাকা। মোবাইল: ০১৭৫৮৭২২৯৭, faiazurbd@gmail.com: [49, 335, 297, 419]
- ad-text: জমি আবশ্যক : ভেঙ্গুরায় ৫ শতাংশ জমি আবশ্যক। বিক্রয় ইচ্ছুক মালিকগণ যোগাযোগ করুন। ০১৮৫২২৫৪৪৯১।: [49, 1214, 297, 1264]
- table-row: [993, 2181, 1494, 2240]
- ad-code: সি: ১৬৮৬৩/১৯: [363, 1897, 441, 1912]
- ad-text: রাজউক প্লট ক্রয় : রাজউক উত্তরা ও পূর্বাচলে যে কোন সেক্টরে প্লট নগদে ক্রয় করা হবে। ০১৭১১৩০৮৮৯৫।: [317, 1926, 441, 2028]
- article-byline: কুমিল্লা প্রতিনিধি: [983, 232, 1070, 248]
- article-headline: সবাইকে দোআঁশ মাটির মতো ঐক্যবদ্ধ হতে হবে : ড. বদিউল: [990, 153, 1168, 224]
- page-header: [48, 48, 1515, 139]
- article-headline: বৃহত্তর নোয়াখালীকে বিভাগে উন্নীত করার দাবিতে মানববন্ধন: [994, 475, 1163, 550]
- ad-code: সি: ১৬৮৩৭/১৯: [219, 926, 297, 941]
- classified-ad: [315, 190, 443, 319]
- table-cell-name: ১। বিধু কুমার চাকমা, পিতা- লালন চাকমা, সাং- নানিয়ারচর, থানা- নানিয়ারচর, জেলা- রাঙ্গামাটি।: [1038, 1949, 1292, 2007]
- column-divider: [307, 150, 308, 2319]
- classifieds-column-1: [48, 153, 299, 2306]
- classified-ad: [315, 1710, 443, 1805]
- schedule-title: তফসিল: [1210, 1620, 1276, 1644]
- subheading: ডেঙ্গু দেওয়া হচ্ছে: [1260, 999, 1423, 1023]
- article-paragraph: ফুটপাত, কাঁচাবাজার ও বিভিন্ন মার্কেটেও চাঁদাবাজির অভিযোগ পাওয়া যাচ্ছে। ব্যবসায়ীরা জানান, স্থানীয় প্রভাবশালী ব্যক্তিদের ছত্রছায়ায় একটি চক্র নিয়মিত চাঁদা আদায় করছে। প্রতিবাদ করলে হয়রানির শিকার হতে হয়।: [620, 1084, 968, 1151]
- ad-code: সি: ১৬৮৮২/১৯: [219, 1654, 297, 1669]
- classified-ad: [315, 1463, 443, 1575]
- ad-text: জরুরী আবশ্যক : নিজ থানা জেলায় RTS প্রকল্পে প্রজেক্টের অধীনে অফিস সহকারী, একাউন্ট্যান্ট ও হিসাব সহকারী (HSC-BA) প্রয়োজন।: [49, 955, 297, 1022]
- ad-text: প্লট বিক্রয় : রাজউক পূর্বাচল উপশহরে যেকোন সেক্টরে ৩ ও ৫ কাঠার প্লট বিক্রয় করা হবে। সাশ্রয়ী দামে প্লট কিনতে যোগাযোগ: ০১৭১৫৭৭৫৩০।: [49, 1344, 297, 1411]
- table-cell-case: বন/সি/আর মামলা নং- ০৯/২০১৯(দঃ) ধারা ১৯২৭ সনের বন আইন ২৬(১ক), (খ) ও (ঘ) ধারা।: [1292, 1890, 1494, 1949]
- schedule-table: [992, 1657, 1494, 2298]
- page-number: ২: [48, 51, 136, 128]
- classified-ad: [315, 322, 443, 537]
